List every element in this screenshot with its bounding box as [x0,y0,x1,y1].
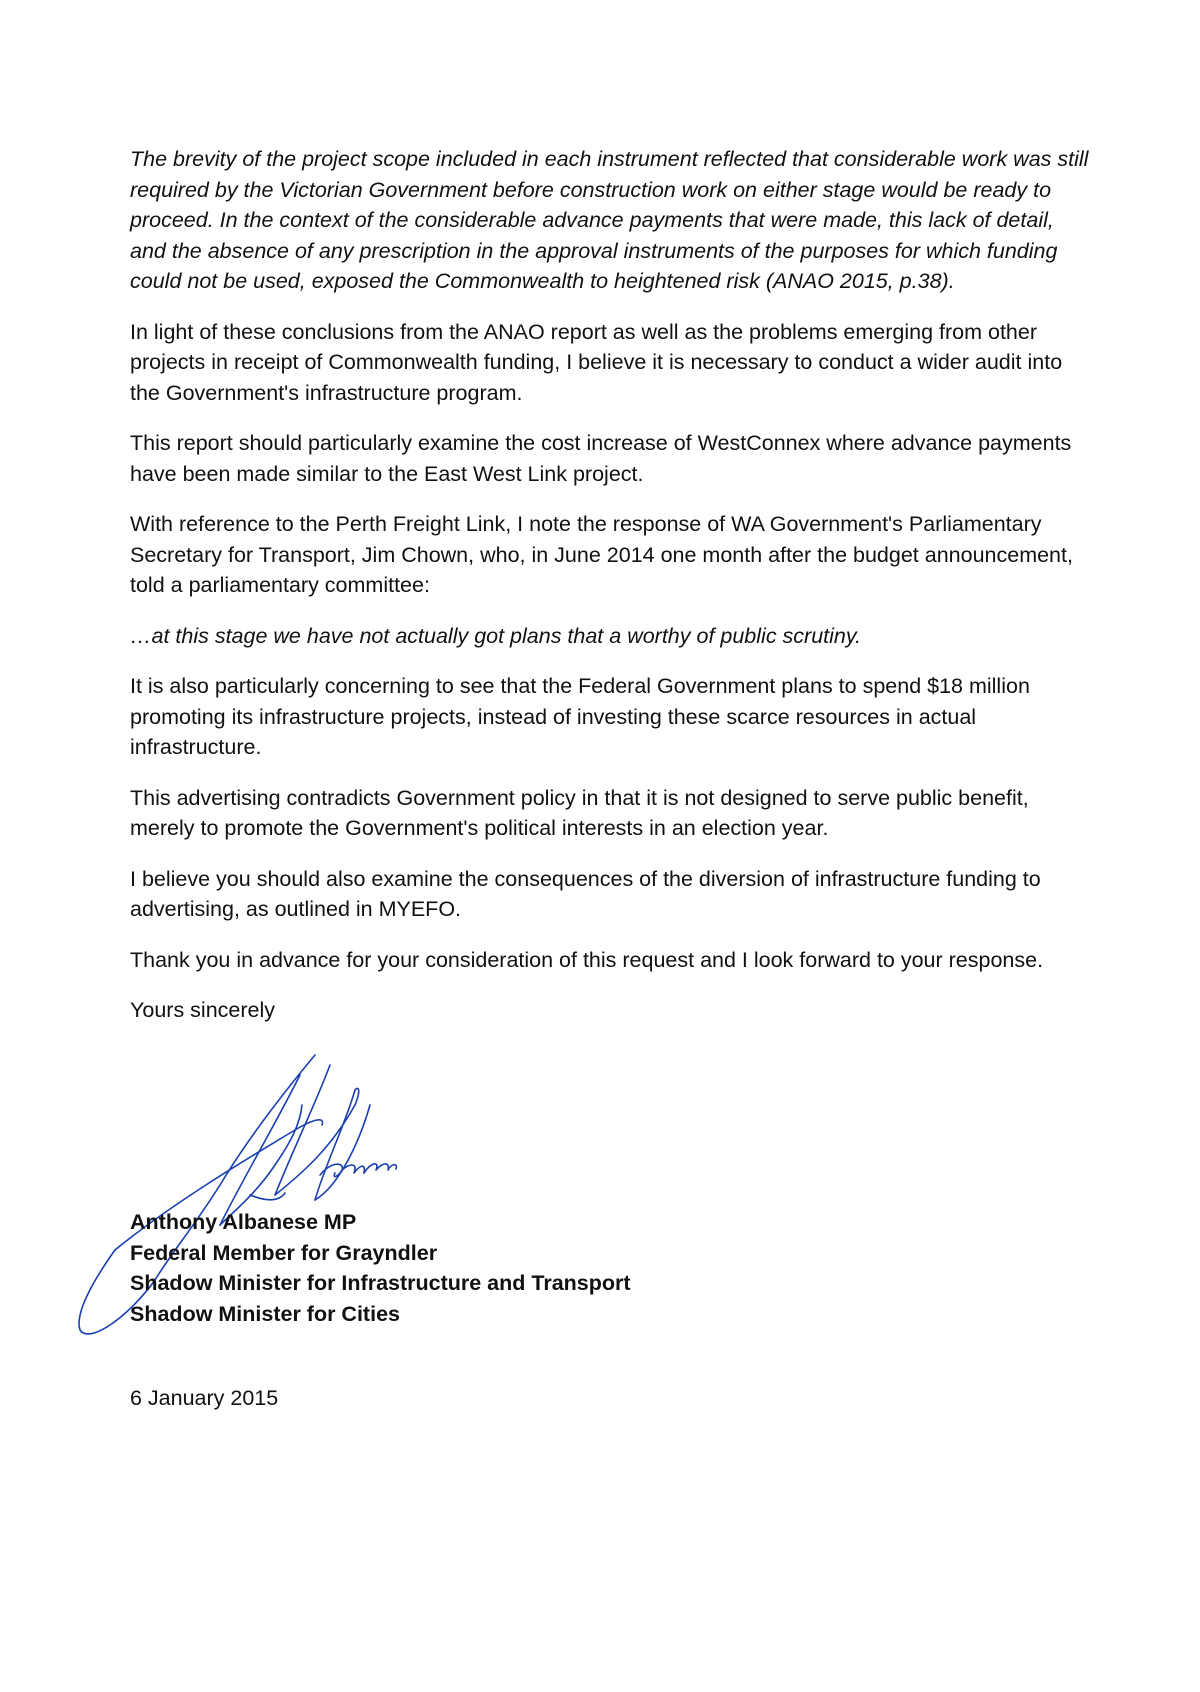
signatory-role-grayndler: Federal Member for Grayndler [130,1240,438,1265]
signatory-role-infrastructure: Shadow Minister for Infrastructure and Transport [130,1271,631,1295]
paragraph-myefo: I believe you should also examine the consequences of the diversion of infrastructure funding to advertising, as outlined in MYEFO. [130,866,1041,921]
paragraph-advertising-spend: It is also particularly concerning to see that the Federal Government plans to spend $18 million promoting its infrastructure projects, instead of investing these scarce resources in actual infrastructure. [130,674,1030,759]
letter-body [130,144,1090,1046]
signatory-role-cities: Shadow Minister for Cities [130,1301,400,1326]
paragraph-westconnex: This report should particularly examine the cost increase of WestConnex where advance payments have been made similar to the East West Link project. [130,431,1072,486]
paragraph-anao-conclusions: In light of these conclusions from the ANAO report as well as the problems emerging from other projects in receipt of Commonwealth funding, I believe it is necessary to conduct a wider audit into the Government's infrastructure program. [130,319,1063,405]
signature-block [130,1207,631,1329]
paragraph-government-policy: This advertising contradicts Government policy in that it is not designed to serve public benefit, merely to promote the Government's political interests in an election year. [130,785,1029,840]
closing-salutation: Yours sincerely [130,998,275,1022]
letter-date: 6 January 2015 [130,1386,279,1410]
paragraph-thank-you: Thank you in advance for your consideration of this request and I look forward to your response. [130,947,1044,972]
anao-quote-paragraph: The brevity of the project scope included in each instrument reflected that considerable work was still required by the Victorian Government before construction work on either stage would be ready to proceed. In the context of the considerable advance payments that were made, this lack of detail, and the absence of any prescription in the approval instruments of the purposes for which funding could not be used, exposed the Commonwealth to heightened risk (ANAO 2015, p.38). [130,147,1089,293]
paragraph-perth-freight-link: With reference to the Perth Freight Link, I note the response of WA Government's Parliamentary Secretary for Transport, Jim Chown, who, in June 2014 one month after the budget announcement, told a parliamentary committee: [130,512,1073,597]
chown-quote: …at this stage we have not actually got plans that a worthy of public scrutiny. [130,623,861,648]
signatory-name: Anthony Albanese MP [130,1210,357,1234]
